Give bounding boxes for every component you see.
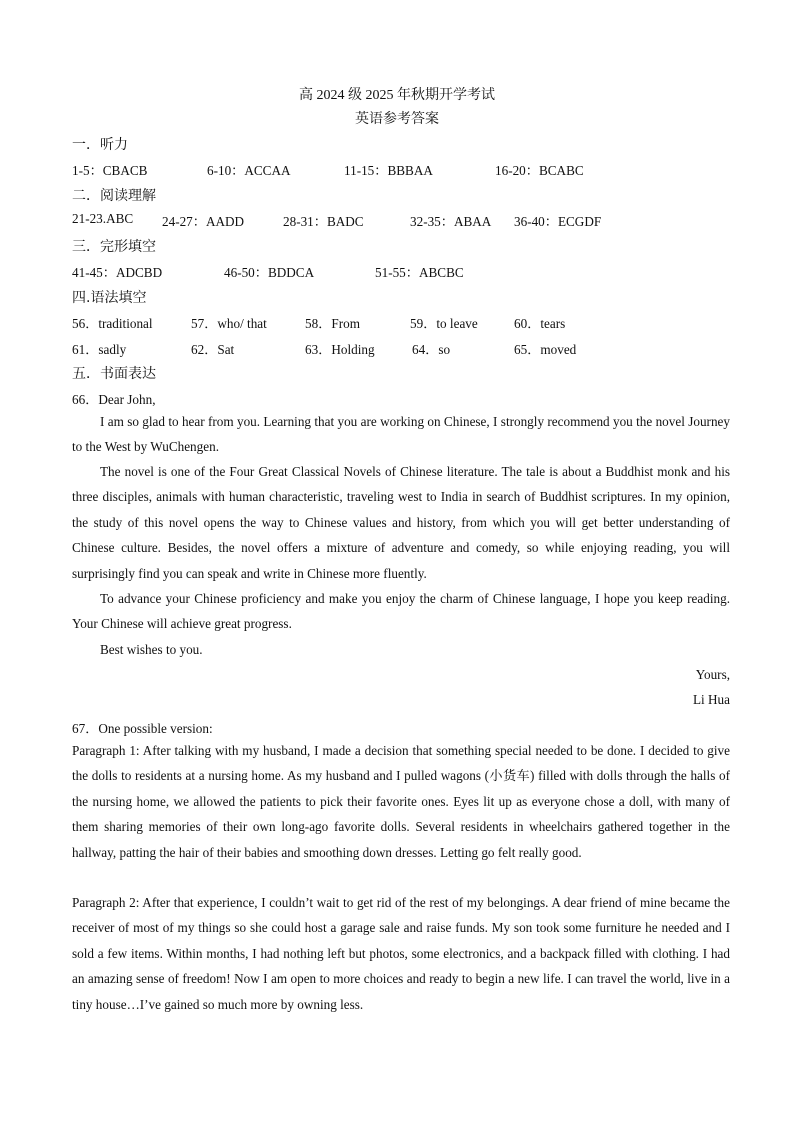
q66-label: 66．Dear John, [72,392,156,407]
letter-paragraph-1: I am so glad to hear from you. Learning that you are working on Chinese, I strongly recommend you the novel Journey to the West by WuChengen. [72,414,730,455]
answer-group: 21-23.ABC [72,211,134,226]
section-heading-grammar: 四.语法填空 [72,290,147,306]
answer-group: 11-15：BBBAA [344,163,433,178]
grammar-answer: 57．who/ that [191,316,267,331]
answer-group: 51-55：ABCBC [375,265,464,280]
grammar-answer: 61．sadly [72,342,127,357]
grammar-answer: 60．tears [514,316,566,331]
exam-subtitle: 英语参考答案 [355,112,439,127]
answer-group: 46-50：BDDCA [224,265,315,280]
grammar-answer: 59．to leave [410,316,478,331]
section-heading-reading: 二．阅读理解 [72,188,156,204]
answer-group: 1-5：CBACB [72,163,148,178]
answer-group: 6-10：ACCAA [207,163,291,178]
section-heading-cloze: 三．完形填空 [72,239,156,255]
section-heading-writing: 五．书面表达 [72,366,156,382]
exam-title: 高 2024 级 2025 年秋期开学考试 [299,88,495,103]
answer-group: 36-40：ECGDF [514,214,602,229]
answer-group: 41-45：ADCBD [72,265,163,280]
section-heading-listening: 一．听力 [72,137,128,153]
continuation-paragraph-1: Paragraph 1: After talking with my husband, I made a decision that something special needed to be done. I decided to give the dolls to residents at a nursing home. As my husband and I pulled wagons (小货车) filled with dolls through the halls of the nursing home, we allowed the patients to pick their favorite ones. Eyes lit up as everyone chose a doll, with many of them sharing memories of their own long-ago favorite dolls. Several residents in wheelchairs gathered together in the hallway, patting the hair of their babies and smoothing down dresses. Letting go felt really good. [72,743,730,860]
letter-paragraph-3: To advance your Chinese proficiency and make you enjoy the charm of Chinese language, I hope you keep reading. Your Chinese will achieve great progress. [72,591,730,632]
grammar-answer: 63．Holding [305,342,375,357]
q67-label: 67．One possible version: [72,721,213,736]
grammar-answer: 64．so [412,342,451,357]
grammar-answer: 65．moved [514,342,577,357]
answer-group: 28-31：BADC [283,214,364,229]
letter-closing: Yours, [695,667,730,682]
letter-paragraph-4: Best wishes to you. [100,642,203,657]
letter-paragraph-2: The novel is one of the Four Great Classical Novels of Chinese literature. The tale is about a Buddhist monk and his three disciples, animals with human characteristic, traveling west to India in search of Buddhist scriptures. In my opinion, the study of this novel opens the way to Chinese values and history, from which you will get better understanding of Chinese culture. Besides, the novel offers a mixture of adventure and comedy, so while enjoying reading, you will surprisingly find you can speak and write in Chinese more fluently. [72,464,730,581]
answer-group: 32-35：ABAA [410,214,492,229]
letter-signature: Li Hua [693,692,730,707]
grammar-answer: 58．From [305,316,360,331]
answer-group: 16-20：BCABC [495,163,584,178]
continuation-paragraph-2: Paragraph 2: After that experience, I couldn’t wait to get rid of the rest of my belongings. A dear friend of mine became the receiver of most of my things so she could host a garage sale and raise funds. My son took some furniture he needed and I sold a few items. Within months, I had nothing left but photos, some electronics, and a backpack filled with clothing. I had an amazing sense of freedom! Now I am open to more choices and ready to begin a new life. I can travel the world, live in a tiny house…I’ve gained so much more by owning less. [72,895,730,1012]
grammar-answer: 62．Sat [191,342,235,357]
answer-group: 24-27：AADD [162,214,245,229]
grammar-answer: 56．traditional [72,316,153,331]
